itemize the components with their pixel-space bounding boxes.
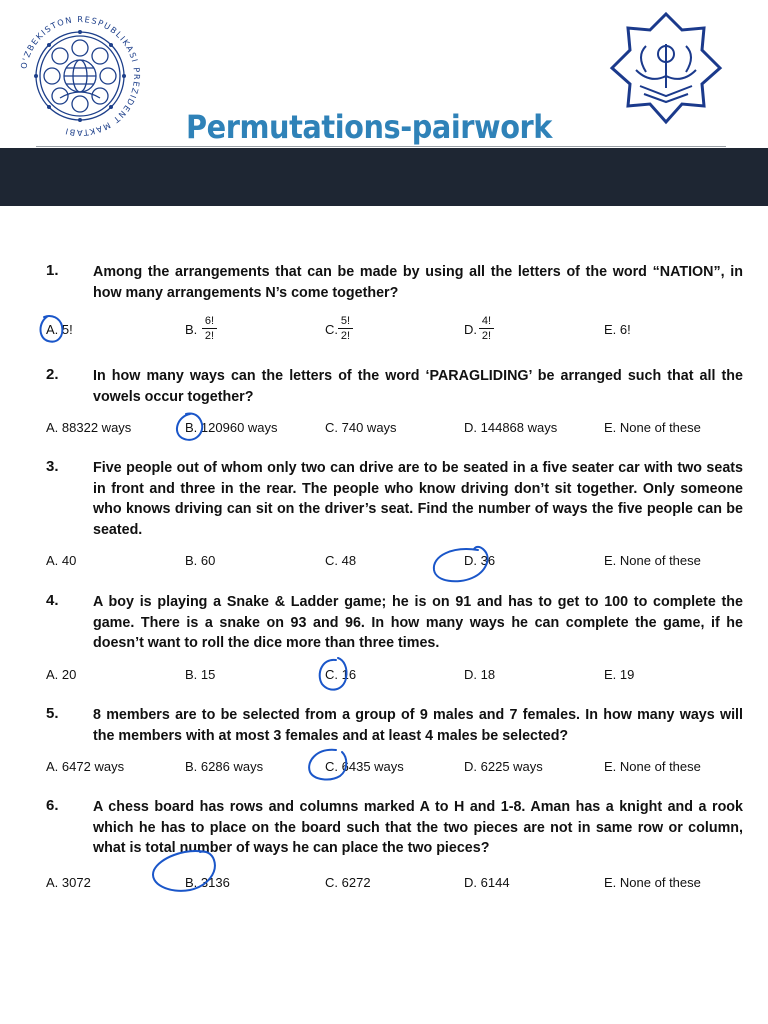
question-text: A boy is playing a Snake & Ladder game; he is on 91 and has to get to 100 to complete the game. There is a snake on 93 and 96. In how many ways he can complete the game, if he doesn’t want to roll the dice more than three times. [93,594,743,652]
option-a[interactable]: A. 40 [46,553,77,568]
option-d-fraction: 4! 2! [479,315,494,342]
option-c[interactable]: C. 6435 ways [325,759,404,774]
school-emblem-logo [14,10,146,142]
option-d[interactable]: D. [464,322,477,337]
emblem-ring-text: O'ZBEKISTON RESPUBLIKASI PREZIDENT MAKTABI [18,13,143,139]
option-b[interactable]: B. 6286 ways [185,759,264,774]
question-number: 5. [46,705,59,722]
option-e[interactable]: E. None of these [604,759,701,774]
option-c[interactable]: C. 48 [325,553,357,568]
option-b[interactable]: B. 3136 [185,875,230,890]
question-text: A chess board has rows and columns marked A to H and 1-8. Aman has a knight and a rook which he has to place on the board such that the two pieces are not in same row or column, what is total number of ways he can place the two pieces? [93,799,743,857]
question-text: Among the arrangements that can be made by using all the letters of the word “NATION”, in how many arrangements N’s come together? [93,264,743,301]
option-b[interactable]: B. 60 [185,553,216,568]
header-band [0,148,768,206]
question-number: 6. [46,797,59,814]
option-c[interactable]: C. 740 ways [325,420,397,435]
option-e[interactable]: E. None of these [604,553,701,568]
question-number: 4. [46,592,59,609]
option-a[interactable]: A. 3072 [46,875,91,890]
option-b[interactable]: B. [185,322,198,337]
option-a[interactable]: A. 5! [46,322,73,337]
ministry-star-logo [600,10,732,128]
option-c-fraction: 5! 2! [338,315,353,342]
title-underline [36,146,726,147]
option-b[interactable]: B. 120960 ways [185,420,278,435]
option-c[interactable]: C. [325,322,338,337]
option-b-fraction: 6! 2! [202,315,217,342]
option-e[interactable]: E. 6! [604,322,631,337]
option-c[interactable]: C. 16 [325,667,357,682]
option-e[interactable]: E. None of these [604,875,701,890]
question-text: 8 members are to be selected from a group of 9 males and 7 females. In how many ways will the members with at most 3 females and at least 4 males be selected? [93,707,743,744]
option-b[interactable]: B. 15 [185,667,216,682]
option-e[interactable]: E. None of these [604,420,701,435]
question-number: 2. [46,366,59,383]
question-text: Five people out of whom only two can drive are to be seated in a five seater car with two seats in front and three in the rear. The people who know driving don’t sit together. Only someone who knows driving can sit on the driver’s seat. Find the number of ways the five people can be seated. [93,460,743,538]
option-a[interactable]: A. 20 [46,667,77,682]
option-d[interactable]: D. 6144 [464,875,510,890]
option-a[interactable]: A. 88322 ways [46,420,132,435]
question-text: In how many ways can the letters of the word ‘PARAGLIDING’ be arranged such that all the vowels occur together? [93,368,743,405]
option-d[interactable]: D. 6225 ways [464,759,543,774]
page-title: Permutations-pairwork [186,108,553,146]
option-d[interactable]: D. 144868 ways [464,420,558,435]
question-number: 1. [46,262,59,279]
option-e[interactable]: E. 19 [604,667,635,682]
option-a[interactable]: A. 6472 ways [46,759,125,774]
option-d[interactable]: D. 36 [464,553,496,568]
option-c[interactable]: C. 6272 [325,875,371,890]
option-d[interactable]: D. 18 [464,667,496,682]
question-number: 3. [46,458,59,475]
